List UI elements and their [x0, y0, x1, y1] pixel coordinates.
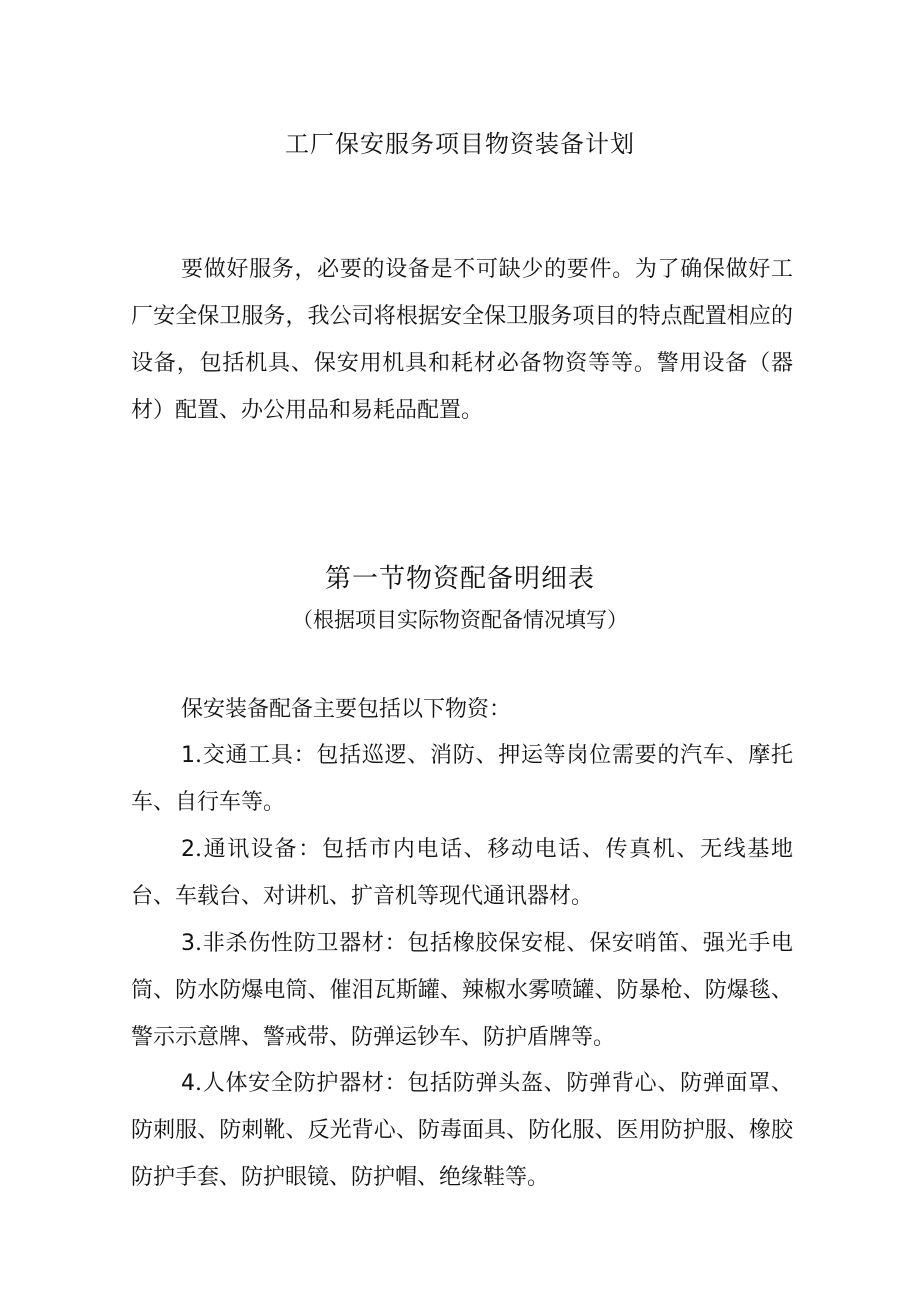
section-heading: 第一节物资配备明细表 — [324, 564, 595, 594]
list-item-text: .交通工具：包括巡逻、消防、押运等岗位需要的汽车、摩托车、自行车等。 — [131, 743, 793, 815]
list-item-number: 2 — [181, 837, 195, 862]
list-item — [131, 732, 793, 826]
section-subheading: （根据项目实际物资配备情况填写） — [292, 608, 628, 632]
list-item-number: 1 — [181, 743, 195, 768]
list-item — [131, 826, 793, 920]
list-item — [131, 920, 793, 1061]
list-item-text: .非杀伤性防卫器材：包括橡胶保安棍、保安哨笛、强光手电筒、防水防爆电筒、催泪瓦斯罐、辣椒水雾喷罐、防暴枪、防爆毯、警示示意牌、警戒带、防弹运钞车、防护盾牌等。 — [131, 931, 793, 1050]
intro-paragraph: 要做好服务，必要的设备是不可缺少的要件。为了确保做好工厂安全保卫服务，我公司将根据安全保卫服务项目的特点配置相应的设备，包括机具、保安用机具和耗材必备物资等等。警用设备（器材）配置、办公用品和易耗品配置。 — [131, 257, 793, 423]
list-item-number: 3 — [181, 931, 195, 956]
section-lead: 保安装备配备主要包括以下物资： — [181, 697, 512, 722]
list-item — [131, 1060, 793, 1201]
list-item-text: .通讯设备：包括市内电话、移动电话、传真机、无线基地台、车载台、对讲机、扩音机等现代通讯器材。 — [131, 837, 793, 909]
list-item-text: .人体安全防护器材：包括防弹头盔、防弹背心、防弹面罩、防刺服、防刺靴、反光背心、防毒面具、防化服、医用防护服、橡胶防护手套、防护眼镜、防护帽、绝缘鞋等。 — [131, 1071, 793, 1190]
document-title: 工厂保安服务项目物资装备计划 — [285, 130, 635, 158]
list-item-number: 4 — [181, 1071, 195, 1096]
